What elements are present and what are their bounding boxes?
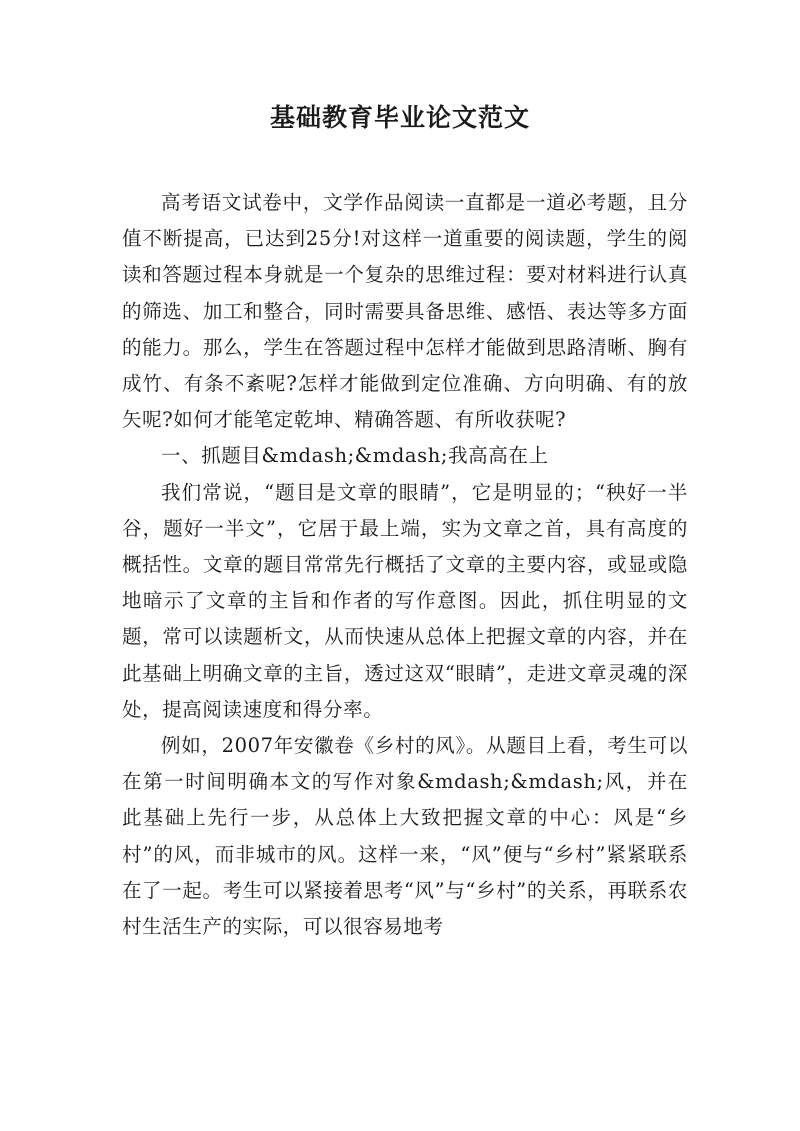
paragraph-intro: 高考语文试卷中，文学作品阅读一直都是一道必考题，且分值不断提高，已达到25分!对这样一道重要的阅读题，学生的阅读和答题过程本身就是一个复杂的思维过程：要对材料进行认真的筛选、加工和整合，同时需要具备思维、感悟、表达等多方面的能力。那么，学生在答题过程中怎样才能做到思路清晰、胸有成竹、有条不紊呢?怎样才能做到定位准确、方向明确、有的放矢呢?如何才能笔定乾坤、精确答题、有所收获呢? xyxy=(122,191,688,432)
paragraph-title-importance: 我们常说，“题目是文章的眼睛”，它是明显的；“秧好一半谷，题好一半文”，它居于最上端，实为文章之首，具有高度的概括性。文章的题目常常先行概括了文章的主要内容，或显或隐地暗示了文章的主旨和作者的写作意图。因此，抓住明显的文题，常可以读题析文，从而快速从总体上把握文章的内容，并在此基础上明确文章的主旨，透过这双“眼睛”，走进文章灵魂的深处，提高阅读速度和得分率。 xyxy=(122,480,688,721)
document-title: 基础教育毕业论文范文 xyxy=(269,103,530,132)
paragraph-example: 例如，2007年安徽卷《乡村的风》。从题目上看，考生可以在第一时间明确本文的写作对象&mdash;&mdash;风，并在此基础上先行一步，从总体上大致把握文章的中心：风是“乡村”的风，而非城市的风。这样一来，“风”便与“乡村”紧紧联系在了一起。考生可以紧接着思考“风”与“乡村”的关系，再联系农村生活生产的实际，可以很容易地考 xyxy=(122,734,688,939)
document-body xyxy=(122,185,688,945)
section-heading: 一、抓题目&mdash;&mdash;我高高在上 xyxy=(161,444,549,468)
